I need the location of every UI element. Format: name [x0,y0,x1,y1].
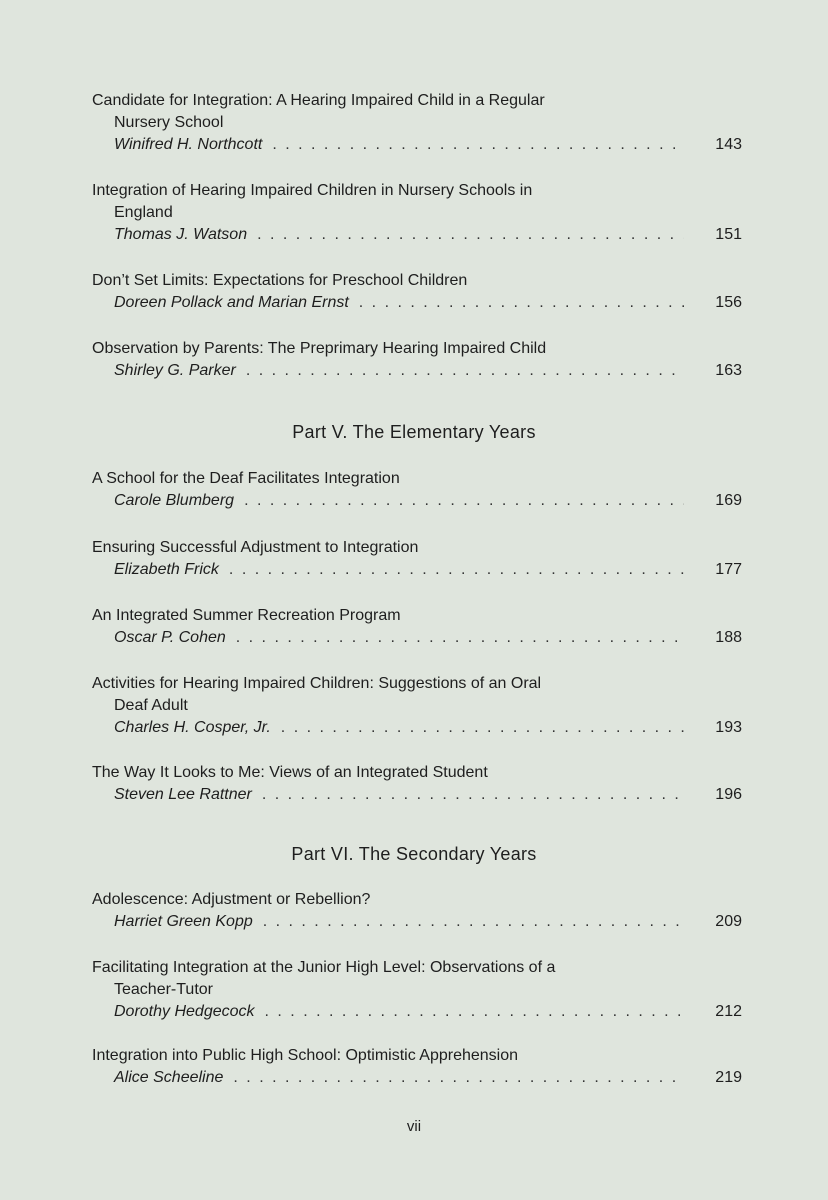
page-folio: vii [406,1118,422,1135]
entry-title-cont: Nursery School [114,114,224,131]
entry-title: Observation by Parents: The Preprimary Hearing Impaired Child [92,340,547,357]
entry-page-number: 143 [715,136,742,153]
entry-author: Carole Blumberg [114,492,235,509]
toc-entry [92,90,742,156]
toc-entry [92,468,742,512]
dot-leader [359,292,684,314]
entry-page-number: 169 [715,492,742,509]
entry-page-number: 177 [715,561,742,578]
entry-author: Alice Scheeline [114,1069,224,1086]
entry-title: Candidate for Integration: A Hearing Impaired Child in a Regular [92,92,545,109]
toc-entry [92,537,742,581]
entry-author: Oscar P. Cohen [114,629,226,646]
dot-leader [257,224,684,246]
entry-author: Elizabeth Frick [114,561,219,578]
entry-author: Harriet Green Kopp [114,913,253,930]
entry-page-number: 163 [715,362,742,379]
entry-author: Steven Lee Rattner [114,786,252,803]
entry-author: Shirley G. Parker [114,362,236,379]
dot-leader [233,1067,684,1089]
entry-title-cont: Teacher-Tutor [114,981,213,998]
dot-leader [272,134,684,156]
entry-title: Ensuring Successful Adjustment to Integration [92,539,419,556]
dot-leader [244,490,684,512]
entry-title: Activities for Hearing Impaired Children: Suggestions of an Oral [92,675,542,692]
toc-entry [92,762,742,806]
entry-author: Dorothy Hedgecock [114,1003,255,1020]
entry-title: Don’t Set Limits: Expectations for Preschool Children [92,272,468,289]
dot-leader [265,1001,684,1023]
entry-page-number: 193 [715,719,742,736]
entry-title-cont: Deaf Adult [114,697,188,714]
dot-leader [281,717,684,739]
entry-page-number: 188 [715,629,742,646]
toc-entry [92,270,742,314]
entry-title: Facilitating Integration at the Junior High Level: Observations of a [92,959,556,976]
entry-title: A School for the Deaf Facilitates Integration [92,470,400,487]
entry-title: Integration of Hearing Impaired Children in Nursery Schools in [92,182,533,199]
part-heading: Part V. The Elementary Years [292,422,536,442]
toc-entry [92,889,742,933]
entry-page-number: 212 [715,1003,742,1020]
entry-title-cont: England [114,204,173,221]
toc-entry [92,957,742,1023]
entry-title: Adolescence: Adjustment or Rebellion? [92,891,371,908]
entry-author: Winifred H. Northcott [114,136,263,153]
dot-leader [262,784,684,806]
toc-entry [92,673,742,739]
entry-author: Charles H. Cosper, Jr. [114,719,271,736]
entry-page-number: 209 [715,913,742,930]
entry-page-number: 196 [715,786,742,803]
dot-leader [246,360,684,382]
entry-title: Integration into Public High School: Optimistic Apprehension [92,1047,519,1064]
part-heading: Part VI. The Secondary Years [291,844,537,864]
toc-entry [92,180,742,246]
dot-leader [229,559,684,581]
entry-author: Thomas J. Watson [114,226,248,243]
toc-entry [92,1045,742,1089]
entry-page-number: 219 [715,1069,742,1086]
entry-title: An Integrated Summer Recreation Program [92,607,401,624]
entry-page-number: 151 [715,226,742,243]
entry-page-number: 156 [715,294,742,311]
toc-entry [92,605,742,649]
toc-entry [92,338,742,382]
dot-leader [263,911,684,933]
entry-title: The Way It Looks to Me: Views of an Integrated Student [92,764,488,781]
dot-leader [236,627,684,649]
entry-author: Doreen Pollack and Marian Ernst [114,294,349,311]
